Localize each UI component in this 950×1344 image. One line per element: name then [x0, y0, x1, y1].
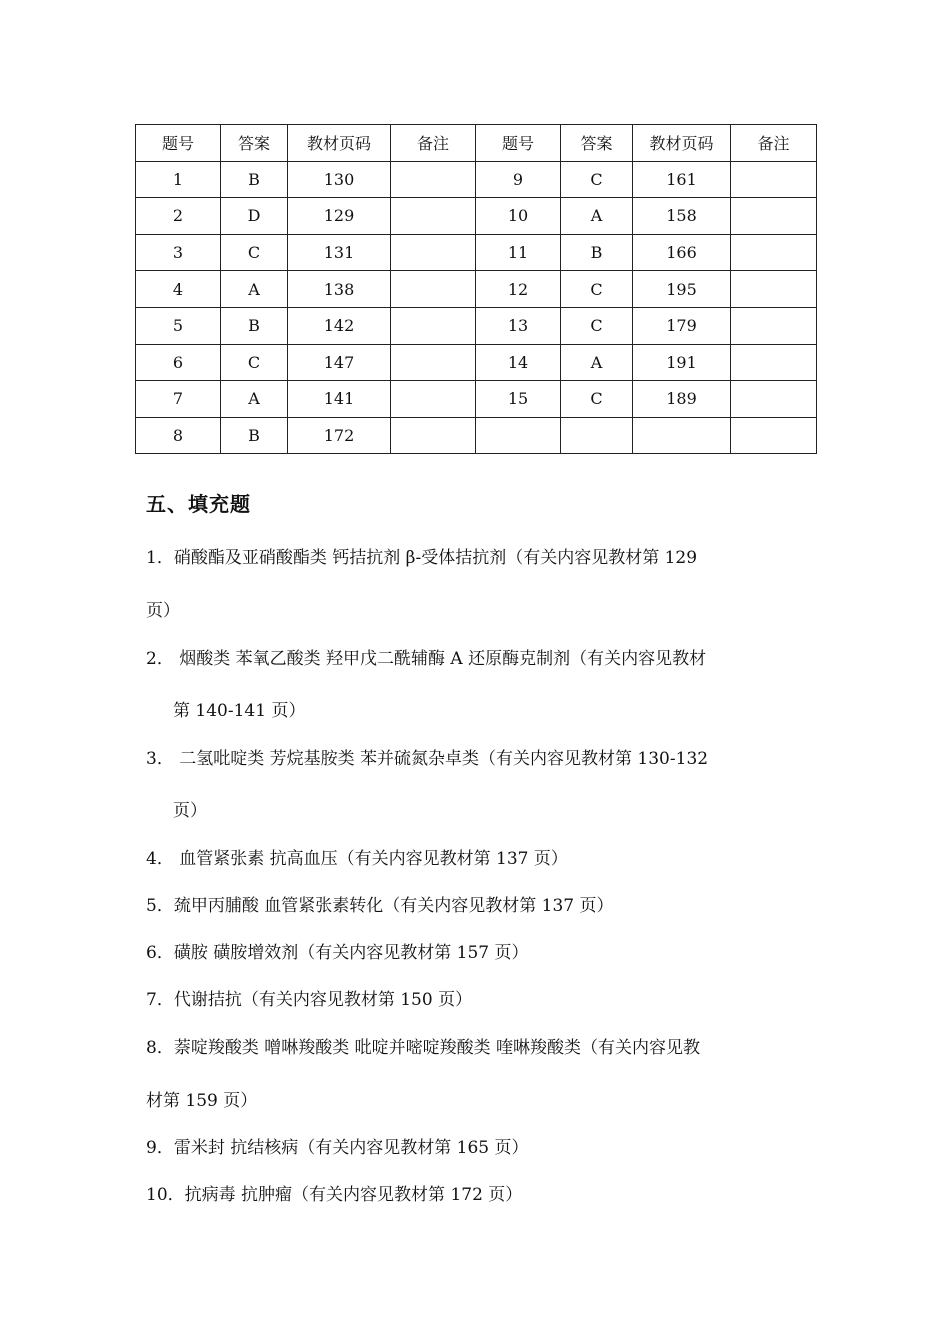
answer-line: 2． 烟酸类 苯氧乙酸类 羟甲戊二酰辅酶 A 还原酶克制剂（有关内容见教材: [146, 649, 707, 669]
table-cell: 11: [476, 234, 561, 271]
header-cell: 教材页码: [633, 125, 731, 162]
table-row: [136, 271, 817, 308]
table-cell: 9: [476, 161, 561, 198]
table-cell: A: [561, 344, 633, 381]
table-cell: 13: [476, 307, 561, 344]
table-cell: 189: [633, 381, 731, 418]
answer-line: 8．萘啶羧酸类 噌啉羧酸类 吡啶并嘧啶羧酸类 喹啉羧酸类（有关内容见教: [146, 1038, 701, 1058]
header-cell: 题号: [136, 125, 221, 162]
table-cell: B: [221, 161, 288, 198]
table-cell: [391, 234, 476, 271]
table-cell: [391, 344, 476, 381]
table-cell: 141: [288, 381, 391, 418]
answer-line: 10．抗病毒 抗肿瘤（有关内容见教材第 172 页）: [146, 1185, 523, 1205]
table-cell: 179: [633, 307, 731, 344]
table-row: [136, 234, 817, 271]
table-cell: 2: [136, 198, 221, 235]
table-cell: B: [221, 417, 288, 454]
answer-line: 页）: [146, 601, 180, 621]
table-cell: 8: [136, 417, 221, 454]
table-cell: 10: [476, 198, 561, 235]
table-cell: 195: [633, 271, 731, 308]
header-cell: 题号: [476, 125, 561, 162]
table-cell: D: [221, 198, 288, 235]
table-header-row: [136, 125, 817, 162]
table-cell: 6: [136, 344, 221, 381]
answer-line: 页）: [173, 801, 207, 821]
table-cell: 5: [136, 307, 221, 344]
table-cell: 191: [633, 344, 731, 381]
answer-line: 9．雷米封 抗结核病（有关内容见教材第 165 页）: [146, 1138, 529, 1158]
table-cell: 147: [288, 344, 391, 381]
table-row: [136, 417, 817, 454]
table-cell: 4: [136, 271, 221, 308]
header-cell: 教材页码: [288, 125, 391, 162]
table-cell: [731, 417, 817, 454]
table-cell: [561, 417, 633, 454]
table-body: [136, 161, 817, 454]
table-cell: [391, 161, 476, 198]
table-cell: [731, 381, 817, 418]
table-cell: 129: [288, 198, 391, 235]
table-cell: 130: [288, 161, 391, 198]
answer-line: 5．巯甲丙脯酸 血管紧张素转化（有关内容见教材第 137 页）: [146, 896, 614, 916]
table-row: [136, 307, 817, 344]
answer-line: 1．硝酸酯及亚硝酸酯类 钙拮抗剂 β-受体拮抗剂（有关内容见教材第 129: [146, 548, 698, 568]
table-cell: A: [221, 381, 288, 418]
table-cell: [731, 271, 817, 308]
table-cell: [391, 381, 476, 418]
table-cell: [391, 271, 476, 308]
table-cell: C: [221, 344, 288, 381]
table-cell: 131: [288, 234, 391, 271]
table-cell: B: [561, 234, 633, 271]
header-cell: 备注: [731, 125, 817, 162]
table-cell: C: [561, 307, 633, 344]
section-title: 五、填充题: [146, 492, 251, 516]
table-cell: [731, 234, 817, 271]
answer-table: [135, 124, 817, 454]
table-cell: 142: [288, 307, 391, 344]
table-cell: 158: [633, 198, 731, 235]
table-cell: 172: [288, 417, 391, 454]
table-cell: [633, 417, 731, 454]
table-cell: 15: [476, 381, 561, 418]
table-cell: 161: [633, 161, 731, 198]
answer-line: 3． 二氢吡啶类 芳烷基胺类 苯并硫氮杂卓类（有关内容见教材第 130-132: [146, 749, 709, 769]
table-cell: 3: [136, 234, 221, 271]
table-cell: [391, 307, 476, 344]
table-cell: C: [561, 271, 633, 308]
answer-line: 材第 159 页）: [146, 1091, 258, 1111]
table-row: [136, 381, 817, 418]
table-cell: [476, 417, 561, 454]
answer-line: 6．磺胺 磺胺增效剂（有关内容见教材第 157 页）: [146, 943, 529, 963]
table-cell: [731, 344, 817, 381]
table-cell: 14: [476, 344, 561, 381]
table-cell: [731, 161, 817, 198]
table-row: [136, 161, 817, 198]
table-cell: [731, 307, 817, 344]
table-cell: A: [221, 271, 288, 308]
table-cell: B: [221, 307, 288, 344]
table-cell: [391, 198, 476, 235]
answer-line: 4． 血管紧张素 抗高血压（有关内容见教材第 137 页）: [146, 849, 568, 869]
table-cell: 12: [476, 271, 561, 308]
table-cell: [731, 198, 817, 235]
answer-line: 7．代谢拮抗（有关内容见教材第 150 页）: [146, 990, 473, 1010]
answer-line: 第 140-141 页）: [173, 701, 306, 721]
table-cell: 1: [136, 161, 221, 198]
table-cell: C: [561, 161, 633, 198]
table-cell: C: [561, 381, 633, 418]
table-row: [136, 198, 817, 235]
table-row: [136, 344, 817, 381]
header-cell: 答案: [221, 125, 288, 162]
header-cell: 备注: [391, 125, 476, 162]
table-cell: 138: [288, 271, 391, 308]
table-cell: 7: [136, 381, 221, 418]
table-cell: [391, 417, 476, 454]
header-cell: 答案: [561, 125, 633, 162]
table-cell: 166: [633, 234, 731, 271]
table-cell: C: [221, 234, 288, 271]
table-cell: A: [561, 198, 633, 235]
